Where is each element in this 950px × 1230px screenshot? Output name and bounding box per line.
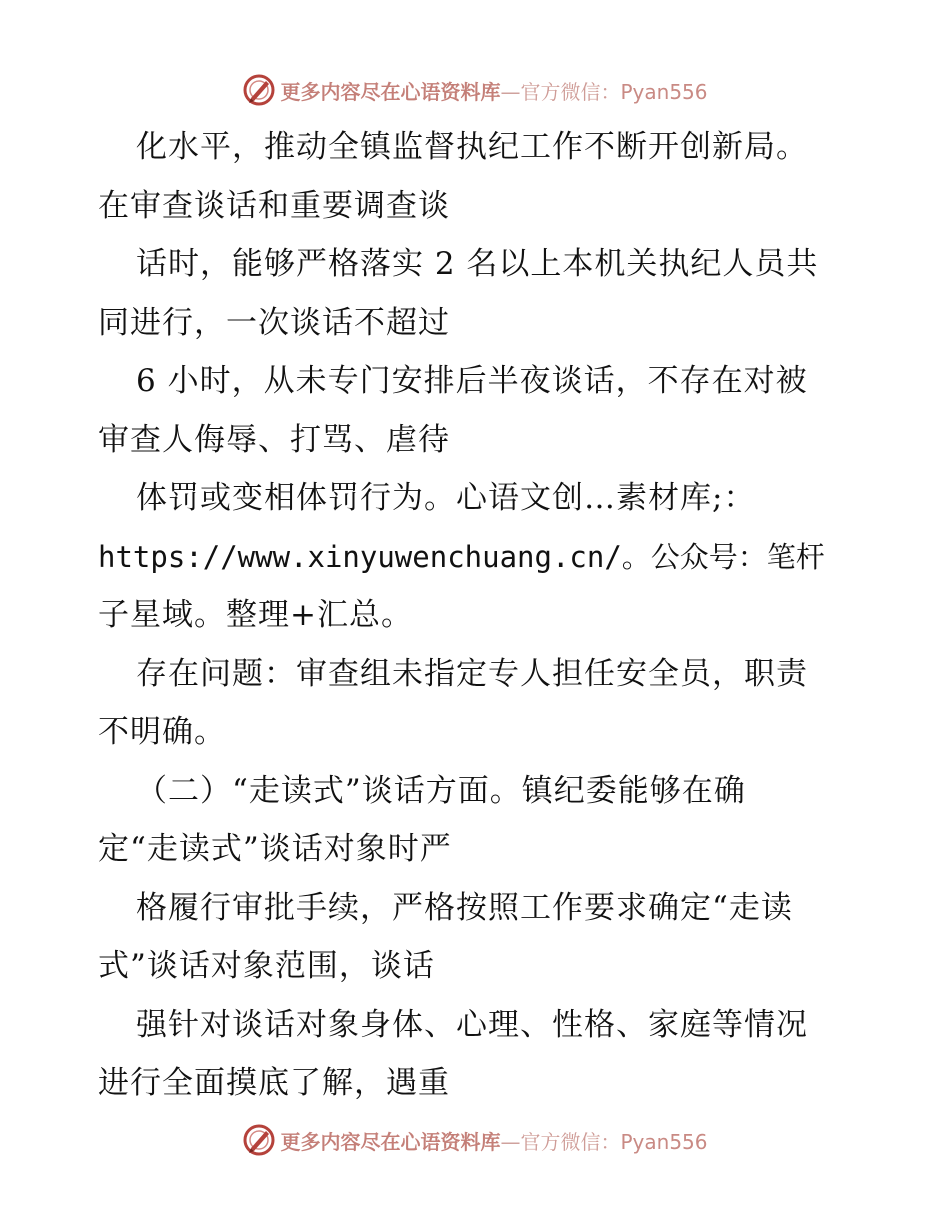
header-banner-text [280, 76, 707, 105]
body-line: 体罚或变相体罚行为。心语文创…素材库;： [136, 480, 756, 516]
body-line: 化水平，推动全镇监督执纪工作不断开创新局。 [136, 129, 808, 165]
pen-logo-icon [242, 1123, 276, 1157]
body-line: 式”谈话对象范围，谈话 [98, 948, 435, 984]
footer-banner [0, 1120, 950, 1160]
footer-banner-wechat: 官方微信： [520, 1129, 621, 1154]
body-line: 6 小时，从未专门安排后半夜谈话，不存在对被 [136, 363, 808, 399]
body-line: 同进行，一次谈话不超过 [98, 304, 450, 341]
body-line: 强针对谈话对象身体、心理、性格、家庭等情况 [136, 1006, 808, 1043]
body-line-url: https://www.xinyuwenchuang.cn/。公众号：笔杆 [98, 539, 825, 574]
footer-banner-id: Pyan556 [620, 1129, 708, 1154]
body-line: 格履行审批手续，严格按照工作要求确定“走读 [136, 889, 793, 926]
body-line: 审查人侮辱、打骂、虐待 [98, 421, 450, 458]
footer-banner-separator: — [500, 1129, 521, 1154]
document-body [98, 118, 858, 1113]
body-line: 在审查谈话和重要调查谈 [98, 187, 450, 224]
body-line: 不明确。 [98, 714, 226, 750]
pen-logo-icon [242, 73, 276, 107]
footer-banner-text [280, 1126, 707, 1155]
header-banner-id: Pyan556 [620, 79, 708, 104]
header-banner [0, 70, 950, 110]
header-banner-wechat: 官方微信： [520, 79, 621, 104]
body-line: 进行全面摸底了解，遇重 [98, 1065, 450, 1101]
header-banner-main: 更多内容尽在心语资料库 [280, 79, 501, 104]
body-line: 话时，能够严格落实 2 名以上本机关执纪人员共 [136, 246, 819, 282]
header-banner-separator: — [500, 79, 521, 104]
body-line: （二）“走读式”谈话方面。镇纪委能够在确 [136, 772, 746, 809]
body-line: 子星域。整理+汇总。 [98, 597, 413, 633]
body-line: 定“走读式”谈话对象时严 [98, 831, 452, 867]
body-line: 存在问题：审查组未指定专人担任安全员，职责 [136, 655, 808, 692]
footer-banner-main: 更多内容尽在心语资料库 [280, 1129, 501, 1154]
